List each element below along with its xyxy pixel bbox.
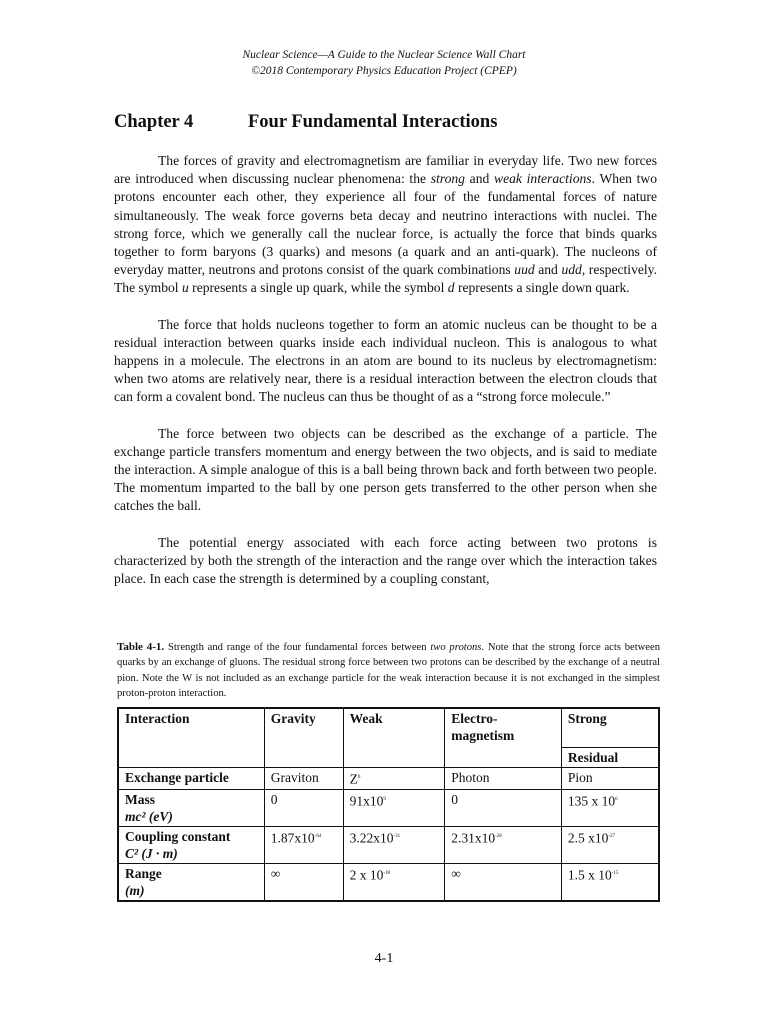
table-caption [117,640,660,701]
coupling-gravity [264,826,343,863]
table-row [118,789,659,826]
coupling-label-cell [118,826,264,863]
mass-weak-exp: 9 [383,796,386,802]
coupling-weak-value: 3.22x10 [349,830,394,845]
header-gravity: Gravity [264,708,343,768]
coupling-label: Coupling constant [125,828,231,844]
p1-weak-term: weak interactions [494,171,592,187]
page-number: 4-1 [374,951,394,966]
mass-label-cell [118,789,264,826]
header-line-2: ©2018 Contemporary Physics Education Project (CPEP) [251,65,517,77]
chapter-number: Chapter 4 [114,112,194,132]
coupling-strong-exp: -27 [608,833,615,839]
p1-uud: uud [514,262,535,278]
coupling-unit: C² (J · m) [125,845,178,861]
coupling-gravity-exp: -64 [314,833,322,839]
exchange-weak-sup: 0 [357,775,361,780]
range-label-cell [118,863,264,901]
header-weak: Weak [343,708,445,768]
p1-text-b: and [464,171,495,187]
header-electromagnetism: Electro-magnetism [445,708,562,768]
range-gravity: ∞ [264,863,343,901]
range-strong-exp: -15 [611,870,619,876]
p1-d-symbol: d [447,280,455,296]
range-weak-value: 2 x 10 [349,867,384,882]
forces-table [117,707,660,902]
mass-strong-exp: 6 [615,796,618,802]
header-interaction: Interaction [118,708,264,768]
body-text [114,152,657,606]
range-em: ∞ [445,863,562,901]
range-strong [561,863,659,901]
table-row [118,826,659,863]
range-weak-exp: -18 [383,870,391,876]
coupling-gravity-value: 1.87x10 [270,830,315,845]
running-header [0,47,768,79]
mass-weak-value: 91x10 [349,793,384,808]
range-unit: (m) [125,882,145,898]
caption-italic: two protons [430,642,482,653]
paragraph-1 [114,152,657,298]
range-weak [343,863,445,901]
mass-gravity: 0 [264,789,343,826]
caption-label: Table 4-1. [117,641,165,653]
header-line-1: Nuclear Science—A Guide to the Nuclear Science Wall Chart [242,49,526,61]
mass-weak [343,789,445,826]
caption-text-b: . Note that the strong force acts between quarks by an exchange of gluons. The residual strong force between two protons can be described by the exchange of a neutral pion. Note the W is not included as an exchange particle for the weak interaction because it is not exchanged in the simplest proton-proton interaction. [117,642,660,699]
chapter-heading [114,112,497,133]
mass-unit: mc² (eV) [125,808,173,824]
p1-text-g: represents a single down quark. [454,280,630,296]
exchange-em: Photon [445,768,562,790]
table-header-row [118,708,659,748]
exchange-strong: Pion [561,768,659,790]
mass-em: 0 [445,789,562,826]
p1-text-d: and [534,262,562,278]
paragraph-4: The potential energy associated with each force acting between two protons is characterized by both the strength of the interaction and the range over which the interaction takes place. In each case the strength is determined by a coupling constant, [114,534,657,587]
coupling-weak [343,826,445,863]
p1-udd: udd [561,262,582,278]
coupling-em [445,826,562,863]
p1-text-a: The forces of gravity and electromagnetism are familiar in everyday life. Two new forces are introduced when discussing nuclear phenomena: the [114,153,657,187]
coupling-strong [561,826,659,863]
header-residual: Residual [561,748,659,768]
exchange-weak [343,768,445,790]
header-strong: Strong [561,708,659,748]
p1-u-symbol: u [181,280,189,296]
coupling-strong-value: 2.5 x10 [567,830,609,845]
range-strong-value: 1.5 x 10 [567,867,612,882]
paragraph-2: The force that holds nucleons together to form an atomic nucleus can be thought to be a residual interaction between quarks inside each individual nucleon. This is analogous to what happens in a molecule. The electrons in an atom are bound to its nucleus by electromagnetism: when two atoms are relatively near, there is a residual interaction between the electron clouds that can form a covalent bond. The nucleus can thus be thought of as a “strong force molecule.” [114,316,657,405]
coupling-em-value: 2.31x10 [451,830,496,845]
p1-text-c: . When two protons encounter each other, they experience all four of the fundamental forces of nature simultaneously. The weak force governs beta decay and neutrino interactions with nuclei. The strong force, which we generally call the nuclear force, is actually the force that binds quarks together to form baryons (3 quarks) and mesons (a quark and an anti-quark). The nucleons of everyday matter, neutrons and protons consist of the quark combinations [114,171,657,278]
mass-label: Mass [125,791,155,807]
p1-text-e: , respectively. The symbol [114,262,657,296]
exchange-weak-value: Z [349,771,358,787]
exchange-gravity: Graviton [264,768,343,790]
chapter-title: Four Fundamental Interactions [248,112,498,132]
table-row [118,863,659,901]
range-label: Range [125,865,162,881]
table-row [118,768,659,790]
mass-strong [561,789,659,826]
paragraph-3: The force between two objects can be described as the exchange of a particle. The exchange particle transfers momentum and energy between the two objects, and is said to mediate the interaction. A simple analogue of this is a ball being thrown back and forth between two people. The momentum imparted to the ball by one person gets transferred to the other person when she catches the ball. [114,425,657,514]
p1-text-f: represents a single up quark, while the symbol [188,280,448,296]
p1-strong-term: strong [430,171,465,187]
coupling-em-exp: -28 [495,833,502,839]
coupling-weak-exp: -31 [393,833,401,839]
caption-text-a: Strength and range of the four fundamental forces between [164,642,431,653]
exchange-label: Exchange particle [118,768,264,790]
mass-strong-value: 135 x 10 [567,793,616,808]
